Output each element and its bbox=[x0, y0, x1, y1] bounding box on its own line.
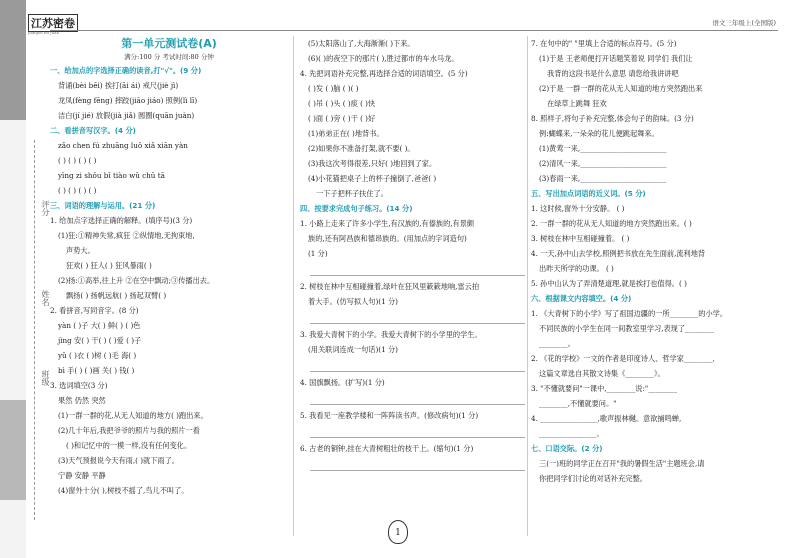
question-line: 1. 《大青树下的小学》写了祖国边疆的一所________的小学。 bbox=[531, 309, 728, 318]
question-line: 1. 这时候,窗外十分安静。 ( ) bbox=[531, 204, 625, 213]
column-divider-1 bbox=[293, 36, 294, 536]
question-line: 1. 给加点字选择正确的解释。(填序号)(3 分) bbox=[50, 216, 193, 225]
section-heading: 四、按要求完成句子练习。(14 分) bbox=[300, 204, 413, 213]
question-line: 声势大。 bbox=[66, 246, 95, 255]
question-line: 着大手。(仿写拟人句)(1 分) bbox=[308, 297, 398, 306]
column-divider-2 bbox=[527, 36, 528, 536]
question-line: (2)扬:①高举,往上升 ②在空中飘动;③传播出去。 bbox=[58, 276, 215, 285]
question-line: ( ) ( ) ( ) ( ) bbox=[58, 186, 97, 195]
sidebar-label-name: 姓名 bbox=[41, 290, 50, 306]
question-line: (1)黄莺一来,________________________ bbox=[539, 144, 667, 153]
question-line: (6)( )的夜空下的那片( ),胜过都市的车水马龙。 bbox=[308, 54, 459, 63]
question-line: (1 分) bbox=[308, 249, 328, 258]
page-number: 1 bbox=[388, 520, 408, 544]
header-rule bbox=[50, 30, 778, 31]
question-line: 7. 在句中的" "里填上合适的标点符号。(5 分) bbox=[531, 39, 677, 48]
section-heading: 五、写出加点词语的近义词。(5 分) bbox=[531, 189, 646, 198]
answer-line[interactable] bbox=[310, 426, 525, 438]
question-line: 4. 一天,孙中山去学校,照例把书放在先生面前,流利地背 bbox=[531, 249, 706, 258]
question-line: 族的,还有阿昌族和德昂族的。(用加点的字词造句) bbox=[308, 234, 467, 243]
sidebar-label-class: 班级 bbox=[41, 370, 50, 386]
question-line: (3)春雨一来,________________________ bbox=[539, 174, 667, 183]
binding-line bbox=[34, 140, 36, 520]
section-heading: 二、看拼音写汉字。(4 分) bbox=[50, 126, 136, 135]
question-line: 4. ________________,歌声振林樾。意欲捕鸣蝉, bbox=[531, 414, 682, 423]
question-line: 飘扬( ) 扬帆远航( ) 扬起双臂( ) bbox=[66, 291, 167, 300]
column-1 bbox=[50, 36, 288, 498]
question-line: 不同民族的小学生在同一间教室里学习,表现了________ bbox=[539, 324, 714, 333]
question-line: (1)狂:①精神失常,疯狂 ②纵情地,无拘束地, bbox=[58, 231, 195, 240]
answer-line[interactable] bbox=[310, 393, 525, 405]
brand-band-bottom bbox=[0, 400, 26, 500]
question-line: (3)我这次考得很差,只好( )地回到了家。 bbox=[308, 159, 437, 168]
question-line: yàn ( )子 大( ) 鲜( ) ( )色 bbox=[58, 321, 141, 330]
question-line: 3. 选词填空(3 分) bbox=[50, 381, 108, 390]
question-line: (2)于是 一群一群的花从无人知道的地方突然跑出来 bbox=[539, 84, 703, 93]
question-line: ( )和记忆中的一模一样,没有任何变化。 bbox=[66, 441, 192, 450]
question-line: (2)清风一来,________________________ bbox=[539, 159, 667, 168]
section-heading: 六、根据课文内容填空。(4 分) bbox=[531, 294, 632, 303]
question-line: zǎo chen fú zhuāng luǒ xiǎ xiān yàn bbox=[58, 141, 188, 150]
question-line: 5. 我看见一座教学楼和一阵阵读书声。(修改病句)(1 分) bbox=[300, 411, 479, 420]
question-line: 出昨天所学的功课。 ( ) bbox=[539, 264, 614, 273]
question-line: 宁静 安静 平静 bbox=[58, 471, 106, 480]
question-line: 3. 我爱大青树下的小学。我爱大青树下的小学里的学生。 bbox=[300, 330, 482, 339]
brand-logo-sub: jiangsu mi juan bbox=[28, 30, 60, 35]
question-line: 洁白(jí jié) 放假(jià jiǎ) 圆圈(quān juàn) bbox=[58, 111, 195, 120]
question-line: (1)一群一群的花,从无人知道的地方( )跑出来。 bbox=[58, 411, 208, 420]
question-line: (1)弟弟正在( )地背书。 bbox=[308, 129, 384, 138]
brand-band-top bbox=[0, 0, 26, 120]
question-line: 4. 先把词语补充完整,再选择合适的词语填空。(5 分) bbox=[300, 69, 468, 78]
question-line: (3)天气预报说今天有雨,( )就下雨了。 bbox=[58, 456, 179, 465]
answer-line[interactable] bbox=[310, 264, 525, 276]
question-line: 龙凤(fèng fēng) 摔跤(jiāo jiáo) 照例(lì lī) bbox=[58, 96, 198, 105]
column-3-content bbox=[531, 36, 781, 486]
question-line: 背诵(bèi bēi) 挨打(āi ái) 戒尺(jiè jì) bbox=[58, 81, 179, 90]
question-line: (2)几十年后,我把爷爷的照片与我的照片一看 bbox=[58, 426, 200, 435]
question-line: 4. 国旗飘扬。(扩写)(1 分) bbox=[300, 378, 385, 387]
page-title: 第一单元测试卷(A) bbox=[121, 37, 217, 50]
question-line: 你把同学们讨论的对话补充完整。 bbox=[539, 474, 647, 483]
question-line: (1)于是 王老师便打开话题笑着说 同学们 我们让 bbox=[539, 54, 693, 63]
question-line: 2. 树枝在林中互相碰撞着,绿叶在狂风里簌簌地响,雷云拍 bbox=[300, 282, 480, 291]
question-line: 三(一)班的同学正在召开"我的暑假生活"主题班会,请 bbox=[539, 459, 705, 468]
question-line: (5)太阳落山了,大海渐渐( )下来。 bbox=[308, 39, 415, 48]
question-line: jìng 安( ) 干( ) ( )爱 ( )子 bbox=[58, 336, 142, 345]
question-line: (4)窗外十分( ),树枝不摇了,鸟儿不叫了。 bbox=[58, 486, 189, 495]
column-3 bbox=[531, 36, 781, 486]
page-subtitle: 满分:100 分 考试时间:80 分钟 bbox=[124, 53, 214, 61]
answer-line[interactable] bbox=[310, 360, 525, 372]
question-line: 在绿草上跳舞 狂欢 bbox=[547, 99, 607, 108]
question-line: 一下子把杯子扶住了。 bbox=[316, 189, 388, 198]
question-line: 我背的这段书是什么意思 请您给我讲讲吧 bbox=[547, 69, 679, 78]
question-line: 1. 小路上走来了许多小学生,有汉族的,有傣族的,有景颇 bbox=[300, 219, 475, 228]
question-line: 2. 一群一群的花从无人知道的地方突然跑出来。( ) bbox=[531, 219, 692, 228]
question-line: ( )发 ( )脑 ( )( ) bbox=[308, 84, 359, 93]
question-line: (2)如果你不准备打架,就不要( )。 bbox=[308, 144, 415, 153]
column-2-content bbox=[300, 36, 525, 471]
question-line: 狂欢( ) 狂人( ) 狂风暴雨( ) bbox=[66, 261, 152, 270]
question-line: bì 手( ) ( )画 关( ) 钱( ) bbox=[58, 366, 135, 375]
section-heading: 七、口语交际。(2 分) bbox=[531, 444, 603, 453]
question-line: 8. 照样子,将句子补充完整,体会句子的韵味。(3 分) bbox=[531, 114, 694, 123]
question-line: 2. 《花的学校》一文的作者是印度诗人、哲学家________, bbox=[531, 354, 715, 363]
question-line: 果然 仍然 突然 bbox=[58, 396, 106, 405]
question-line: ( ) ( ) ( ) ( ) bbox=[58, 156, 97, 165]
question-line: 5. 孙中山认为了弄清楚道理,就是挨打也值得。( ) bbox=[531, 279, 687, 288]
question-line: 2. 看拼音,写同音字。(8 分) bbox=[50, 306, 139, 315]
section-heading: 一、给加点的字选择正确的读音,打"√"。(9 分) bbox=[50, 66, 202, 75]
sidebar-label-score: 评分 bbox=[41, 200, 50, 216]
question-line: (用关联词连成一句话)(1 分) bbox=[308, 345, 398, 354]
question-line: ( )吊 ( )头 ( )痰 ( )快 bbox=[308, 99, 376, 108]
section-heading: 三、词语的理解与运用。(21 分) bbox=[50, 201, 156, 210]
question-line: (4)小花猫把桌子上的杯子撞倒了,爸爸( ) bbox=[308, 174, 437, 183]
answer-line[interactable] bbox=[310, 459, 525, 471]
question-line: 3. "不懂就要问"一课中,________说:"________ bbox=[531, 384, 677, 393]
question-line: yǔ ( )衣 ( )树 ( )毛 海( ) bbox=[58, 351, 137, 360]
brand-logo: 江苏密卷 bbox=[28, 14, 78, 32]
question-line: ________________。 bbox=[539, 429, 604, 438]
question-line: 6. 古老的铜钟,挂在大青树粗壮的枝干上。(缩句)(1 分) bbox=[300, 444, 474, 453]
question-line: 例:蝴蝶来,一朵朵的花儿便跳起舞来。 bbox=[539, 129, 659, 138]
question-line: 这篇文章选自其散文诗集《________》。 bbox=[539, 369, 665, 378]
question-line: ________,不懂就要问。" bbox=[539, 399, 617, 408]
question-line: ( )面 ( )旁 ( )干 ( )好 bbox=[308, 114, 376, 123]
column-1-content bbox=[50, 63, 288, 498]
question-line: 3. 树枝在林中互相碰撞着。 ( ) bbox=[531, 234, 630, 243]
column-2 bbox=[300, 36, 525, 474]
answer-line[interactable] bbox=[310, 312, 525, 324]
grade-info: 语文三年级上(全国版) bbox=[712, 19, 776, 27]
question-line: yīng zi shǒu bǐ tiào wǔ chū tā bbox=[58, 171, 165, 180]
question-line: ________。 bbox=[539, 339, 575, 348]
